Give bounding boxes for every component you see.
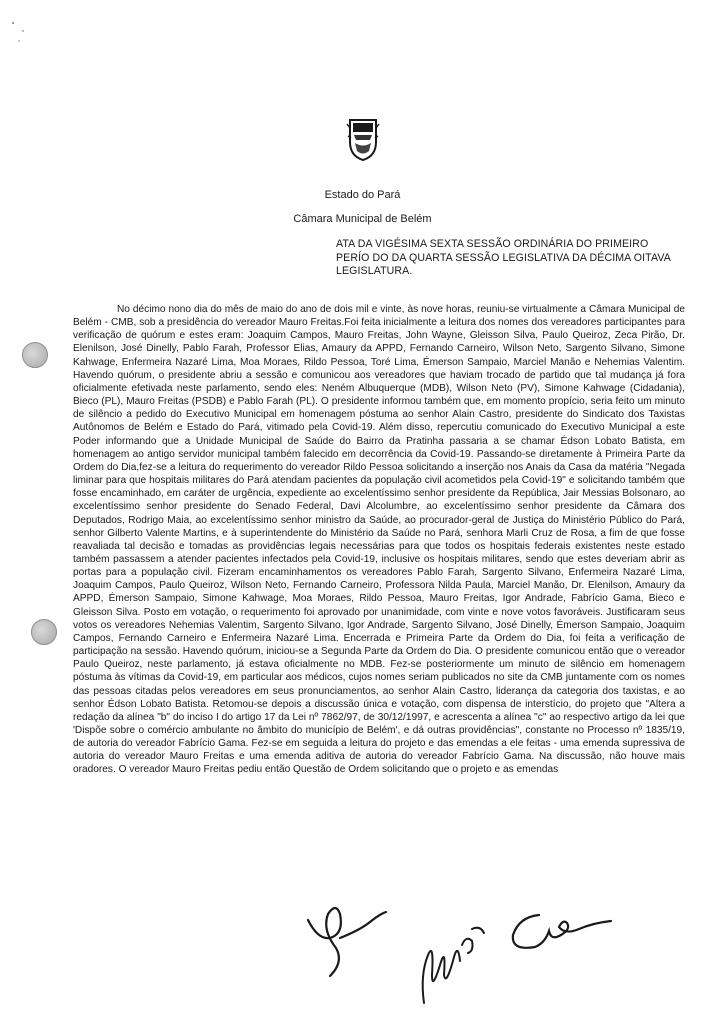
punch-hole-icon: [31, 619, 57, 645]
document-title: ATA DA VIGÉSIMA SEXTA SESSÃO ORDINÁRIA DO PRIMEIRO PERÍO DO DA QUARTA SESSÃO LEGISLATIVA DA DÉCIMA OITAVA LEGISLATURA.: [336, 238, 671, 278]
handwritten-signature-icon: [505, 905, 615, 960]
state-name: Estado do Pará: [324, 189, 401, 201]
coat-of-arms-icon: [346, 118, 380, 162]
punch-hole-icon: [22, 342, 48, 368]
chamber-name: Câmara Municipal de Belém: [293, 213, 432, 225]
handwritten-signature-icon: [410, 915, 490, 1005]
minutes-paragraph: No décimo nono dia do mês de maio do ano de dois mil e vinte, às nove horas, reuniu-se virtualmente a Câmara Municipal de Belém - CMB, sob a presidência do vereador Mauro Freitas.Foi feita inicialmente a leitura dos nomes dos vereadores participantes para verificação de quórum e estes eram: Joaquim Campos, Mauro Freitas, John Wayne, Gleisson Silva, Paulo Queiroz, Zeca Pirão, Dr. Elenilson, José Dinelly, Pablo Farah, Professor Elias, Amaury da APPD, Fernando Carneiro, Wilson Neto, Sargento Silvano, Simone Kahwage, Enfermeira Nazaré Lima, Moa Moraes, Rildo Pessoa, Toré Lima, Émerson Sampaio, Marciel Manão e Nehemias Valentim. Havendo quórum, o presidente abriu a sessão e comunicou aos vereadores que haviam trocado de partido que tal mudança já fora oficialmente efetivada neste parlamento, sendo eles: Neném Albuquerque (MDB), Wilson Neto (PV), Simone Kahwage (Cidadania), Bieco (PL), Mauro Freitas (PSDB) e Pablo Farah (PL). O presidente informou também que, em momento propício, seria feito um minuto de silêncio a pedido do Executivo Municipal em homenagem póstuma ao senhor Alain Castro, presidente do Sindicato dos Taxistas Autônomos de Belém e Estado do Pará, vitimado pela Covid-19. Além disso, repercutiu comunicado do Executivo Municipal a este Poder informando que a Unidade Municipal de Saúde do Bairro da Pratinha passaria a se chamar Édson Lobato Batista, em homenagem ao antigo servidor municipal também falecido em decorrência da Covid-19. Passando-se diretamente à Primeira Parte da Ordem do Dia,fez-se a leitura do requerimento do vereador Rildo Pessoa solicitando a inserção nos Anais da Casa da matéria "Negada liminar para que hospitais militares do Pará atendam pacientes da população civil acometidos pela Covid-19" e solicitando também que fosse encaminhado, em caráter de urgência, expediente ao excelentíssimo senhor presidente da República, Jair Messias Bolsonaro, ao excelentíssimo senhor presidente do Senado Federal, Davi Alcolumbre, ao excelentíssimo senhor presidente da Câmara dos Deputados, Rodrigo Maia, ao excelentíssimo senhor ministro da Saúde, ao procurador-geral de Justiça do Ministério Público do Pará, senhor Gilberto Valente Martins, e à superintendente do Ministério da Saúde no Pará, senhora Marli Cruz de Rosa, a fim de que fosse reavaliada tal decisão e tomadas as providências legais necessárias para que todos os hospitais federais existentes neste estado também passassem a atender pacientes infectados pela Covid-19, inclusive os hospitais militares, sendo que estes deveriam abrir as portas para a população civil. Fizeram encaminhamentos os vereadores Pablo Farah, Sargento Silvano, Enfermeira Nazaré Lima, Joaquim Campos, Paulo Queiroz, Wilson Neto, Fernando Carneiro, Professora Nilda Paula, Marciel Manão, Dr. Elenilson, Amaury da APPD, Émerson Sampaio, Simone Kahwage, Moa Moraes, Rildo Pessoa, Mauro Freitas, Igor Andrade, Fabrício Gama, Bieco e Gleisson Silva. Posto em votação, o requerimento foi aprovado por unanimidade, com vinte e nove votos favoráveis. Justificaram seus votos os vereadores Nehemias Valentim, Sargento Silvano, Igor Andrade, Sargento Silvano, José Dinelly, Émerson Sampaio, Joaquim Campos, Fernando Carneiro e Enfermeira Nazaré Lima. Encerrada e Primeira Parte da Ordem do Dia, foi feita a verificação de participação na sessão. Havendo quórum, iniciou-se a Segunda Parte da Ordem do Dia. O presidente comunicou então que o vereador Paulo Queiroz, neste parlamento, já estava oficialmente no MDB. Fez-se posteriormente um minuto de silêncio em homenagem póstuma às vítimas da Covid-19, em particular aos médicos, cujos nomes seriam publicados no site da CMB juntamente com os nomes das pessoas citadas pelos vereadores em seus pronunciamentos, ao senhor Alain Castro, liderança da categoria dos taxistas, e ao senhor Édson Lobato Batista. Retomou-se depois a discussão única e votação, com dispensa de interstício, do projeto que "Altera a redação da alínea "b" do inciso I do artigo 17 da Lei nº 7862/97, de 30/12/1997, e acrescenta a alínea "c" ao respectivo artigo da lei que 'Dispõe sobre o comércio ambulante no âmbito do município de Belém', e dá outras providências", constante no Processo nº 1835/19, de autoria do vereador Fabrício Gama. Fez-se em seguida a leitura do projeto e das emendas a ele feitas - uma emenda supressiva de autoria do vereador Mauro Freitas e uma emenda aditiva de autoria do vereador Fabrício Gama. Na discussão, não houve mais oradores. O vereador Mauro Freitas pediu então Questão de Ordem solicitando que o projeto e as emendas: [73, 304, 685, 776]
minutes-body: [73, 303, 685, 777]
handwritten-signature-icon: [300, 900, 390, 980]
scan-speck-icon: [10, 10, 30, 50]
